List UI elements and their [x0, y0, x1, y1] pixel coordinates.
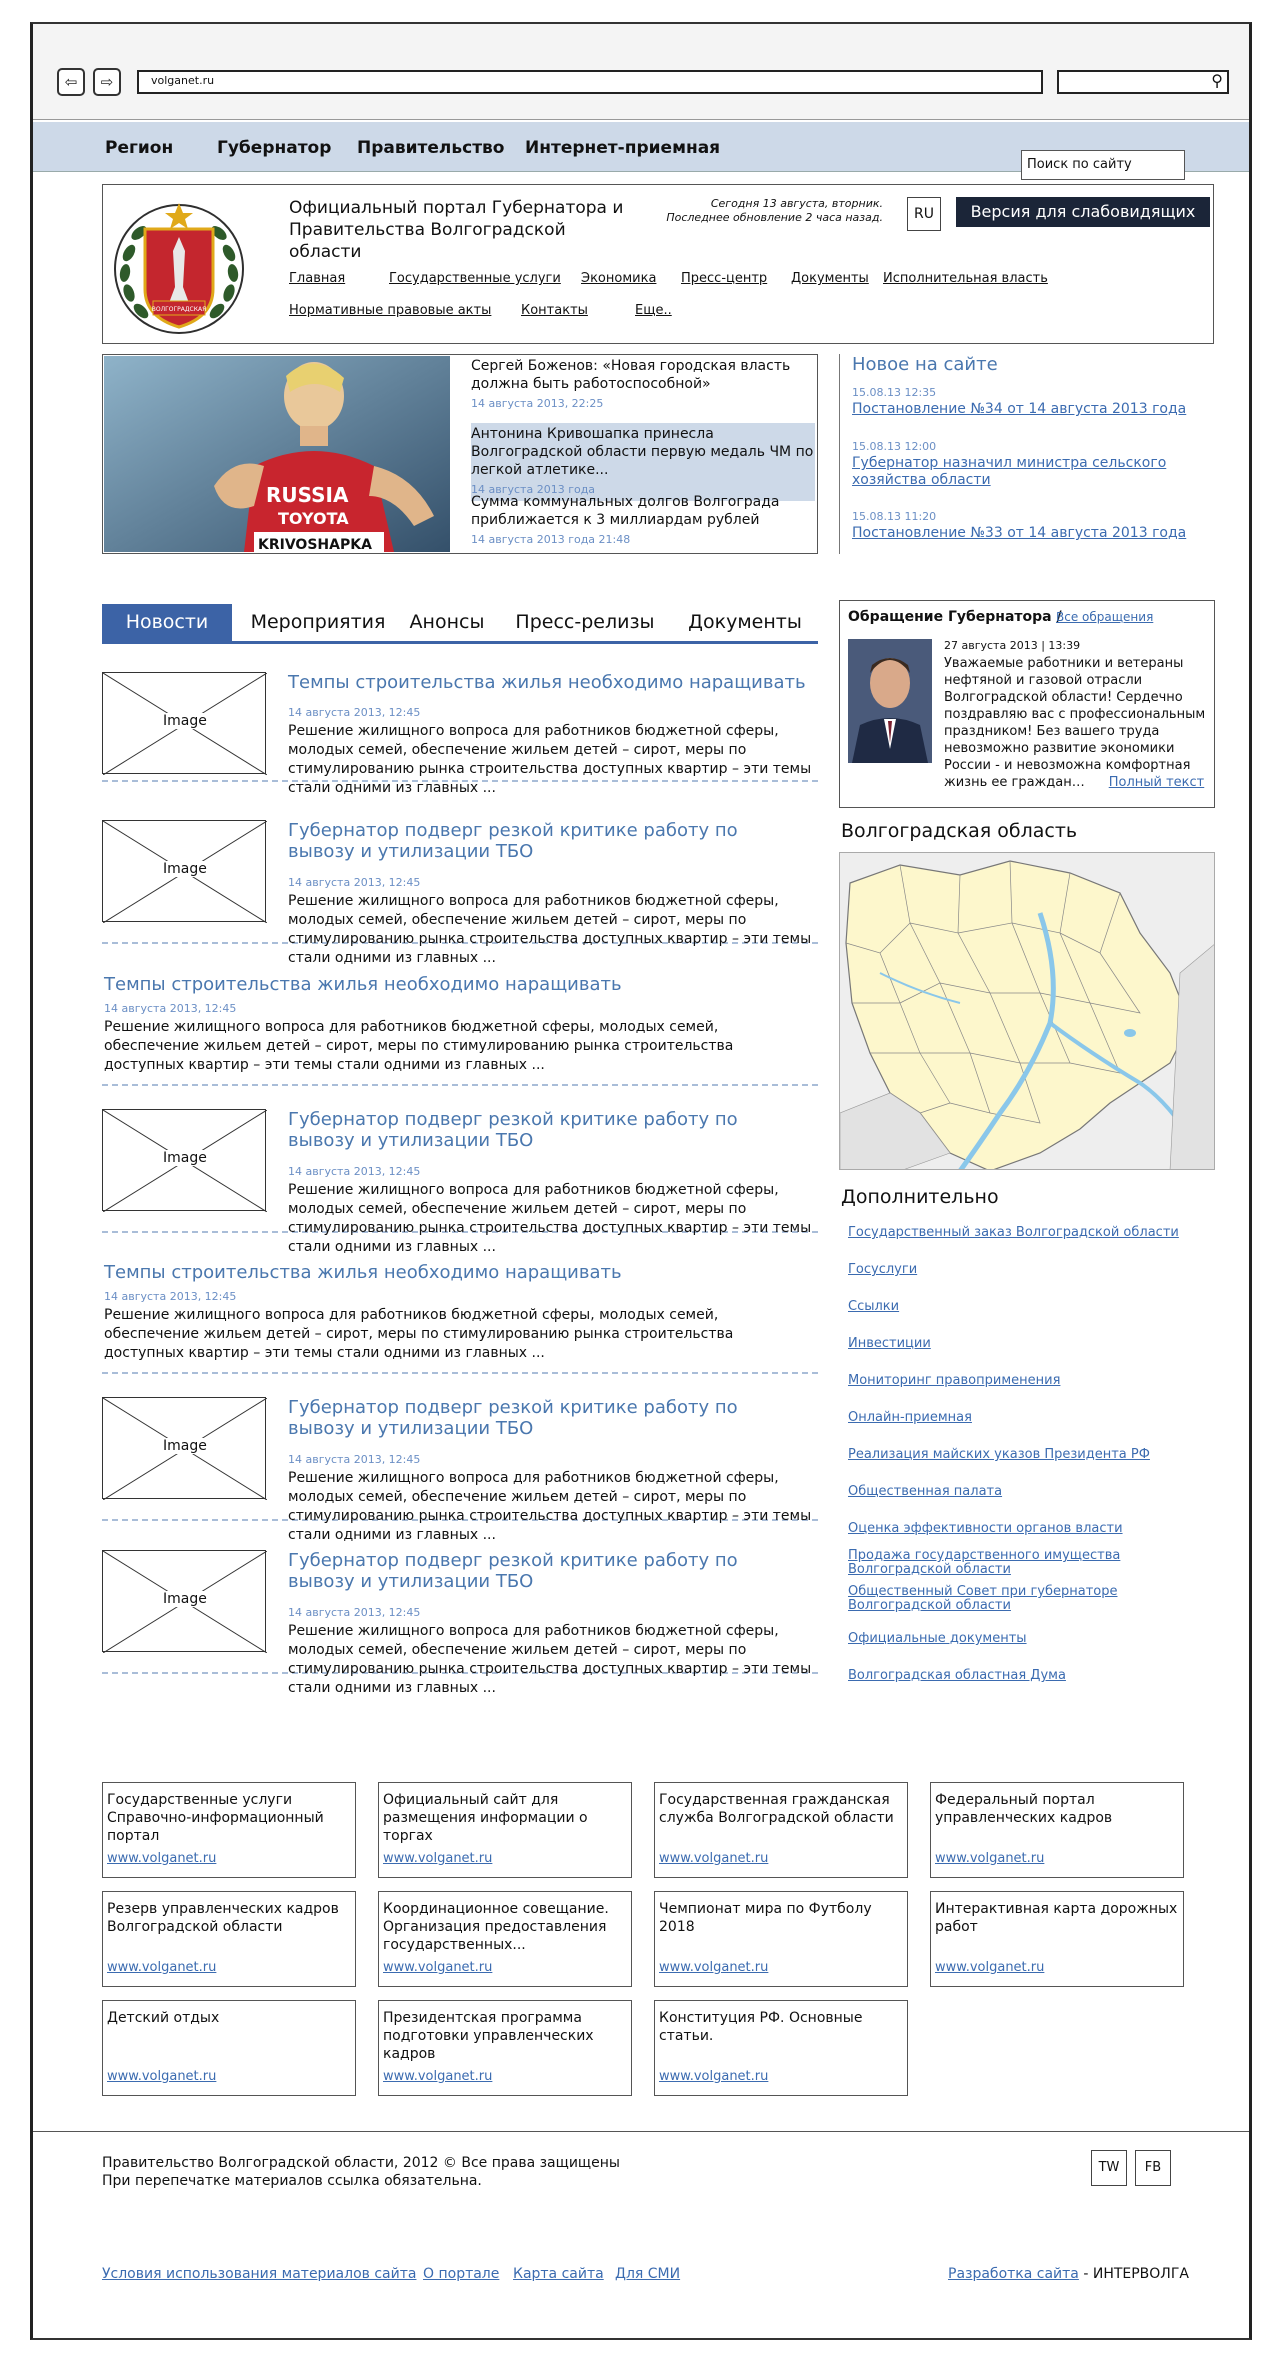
- new-item-link[interactable]: Губернатор назначил министра сельского хозяйства области: [852, 455, 1167, 488]
- link-card[interactable]: [930, 1891, 1184, 1987]
- news-summary: Решение жилищного вопроса для работников бюджетной сферы, молодых семей, обеспечение жильем детей – сирот, меры по стимулированию рынка строительства доступных квартир – эти темы стали одними из главных ...: [104, 1307, 734, 1361]
- card-link[interactable]: www.volganet.ru: [107, 2069, 217, 2084]
- card-title: Чемпионат мира по Футболу 2018: [659, 1901, 872, 1935]
- new-item-date: 15.08.13 11:20: [852, 510, 937, 523]
- extra-link[interactable]: Общественный Совет при губернаторе Волгоградской области: [848, 1584, 1118, 1613]
- extra-link[interactable]: Волгоградская областная Дума: [848, 1668, 1066, 1683]
- dev-company: ИНТЕРВОЛГА: [1092, 2266, 1189, 2282]
- news-summary: Решение жилищного вопроса для работников бюджетной сферы, молодых семей, обеспечение жильем детей – сирот, меры по стимулированию рынка строительства доступных квартир – эти темы стали одними из главных ...: [104, 1019, 734, 1073]
- full-text-link[interactable]: Полный текст: [1108, 775, 1205, 790]
- date-info: [663, 197, 883, 225]
- card-title: Конституция РФ. Основные статьи.: [659, 2010, 863, 2044]
- card-link[interactable]: www.volganet.ru: [383, 1851, 493, 1866]
- news-item[interactable]: [102, 672, 818, 796]
- menu-home[interactable]: Главная: [289, 271, 346, 286]
- link-card[interactable]: [378, 2000, 632, 2096]
- back-button[interactable]: [57, 68, 85, 96]
- featured-item-date: 14 августа 2013 года: [471, 483, 596, 496]
- card-title: Президентская программа подготовки управленческих кадров: [383, 2010, 594, 2062]
- address-bar[interactable]: volganet.ru: [137, 70, 1043, 94]
- forward-button[interactable]: [93, 68, 121, 96]
- card-link[interactable]: www.volganet.ru: [659, 1851, 769, 1866]
- new-item-link[interactable]: Постановление №33 от 14 августа 2013 года: [852, 525, 1187, 541]
- news-title[interactable]: Губернатор подверг резкой критике работу по вывозу и утилизации ТБО: [288, 1550, 738, 1592]
- footer-copyright: [102, 2154, 620, 2190]
- card-title: Резерв управленческих кадров Волгоградской области: [107, 1901, 339, 1935]
- link-card[interactable]: [654, 2000, 908, 2096]
- last-update: Последнее обновление 2 часа назад.: [666, 211, 883, 224]
- appeal-title: Обращение Губернатора /: [848, 609, 1062, 625]
- image-label: Image: [163, 1438, 207, 1454]
- menu-press-center[interactable]: Пресс-центр: [681, 271, 768, 286]
- appeal-body: Уважаемые работники и ветераны нефтяной и газовой отрасли Волгоградской области! Сердечно поздравляю вас с профессиональным праздником! Без вашего труда невозможно развитие экономики России - и невозможна комфортная жизнь ее граждан…: [944, 656, 1206, 790]
- featured-item[interactable]: [471, 493, 815, 549]
- image-placeholder: [102, 1550, 266, 1652]
- new-on-site-title: Новое на сайте: [852, 354, 998, 375]
- new-item-link[interactable]: Постановление №34 от 14 августа 2013 года: [852, 401, 1187, 417]
- card-title: Официальный сайт для размещения информации о торгах: [383, 1792, 588, 1844]
- bib-name: KRIVOSHAPKA: [258, 537, 372, 552]
- news-title[interactable]: Губернатор подверг резкой критике работу по вывозу и утилизации ТБО: [288, 820, 738, 862]
- extra-link[interactable]: Официальные документы: [848, 1631, 1027, 1646]
- extra-link[interactable]: Общественная палата: [848, 1484, 1003, 1499]
- news-date: 14 августа 2013, 12:45: [104, 1290, 237, 1303]
- news-summary: Решение жилищного вопроса для работников бюджетной сферы, молодых семей, обеспечение жильем детей – сирот, меры по стимулированию рынка строительства доступных квартир – эти темы стали одними из главных ...: [288, 1182, 812, 1255]
- governor-photo: [848, 639, 932, 763]
- card-link[interactable]: www.volganet.ru: [107, 1851, 217, 1866]
- featured-news: [102, 354, 818, 554]
- facebook-button[interactable]: FB: [1135, 2150, 1171, 2186]
- extra-link[interactable]: Инвестиции: [848, 1336, 931, 1351]
- link-card[interactable]: [930, 1782, 1184, 1878]
- image-placeholder: [102, 820, 266, 922]
- image-label: Image: [163, 861, 207, 877]
- card-title: Координационное совещание. Организация предоставления государственных...: [383, 1901, 609, 1953]
- card-title: Государственная гражданская служба Волгоградской области: [659, 1792, 894, 1826]
- image-label: Image: [163, 1150, 207, 1166]
- all-appeals-link[interactable]: Все обращения: [1056, 610, 1154, 624]
- card-link[interactable]: www.volganet.ru: [383, 2069, 493, 2084]
- news-item[interactable]: [102, 1550, 818, 1696]
- link-card[interactable]: [378, 1891, 632, 1987]
- tab-documents[interactable]: Документы: [688, 611, 802, 633]
- featured-item-title: Сумма коммунальных долгов Волгограда приближается к 3 миллиардам рублей: [471, 494, 780, 528]
- appeal-date: 27 августа 2013 | 13:39: [944, 639, 1081, 652]
- news-item[interactable]: [102, 820, 818, 966]
- footer-link-media[interactable]: Для СМИ: [615, 2266, 681, 2282]
- governor-appeal: [839, 600, 1215, 808]
- news-item[interactable]: [102, 974, 818, 1086]
- footer-link-about[interactable]: О портале: [423, 2266, 500, 2282]
- news-title[interactable]: Темпы строительства жилья необходимо наращивать: [288, 672, 806, 693]
- news-date: 14 августа 2013, 12:45: [288, 1606, 421, 1619]
- today-date: Сегодня 13 августа, вторник.: [710, 197, 883, 210]
- footer-divider: [33, 2131, 1249, 2132]
- nav-item-governor[interactable]: Губернатор: [217, 138, 332, 158]
- card-link[interactable]: www.volganet.ru: [659, 2069, 769, 2084]
- card-link[interactable]: www.volganet.ru: [383, 1960, 493, 1975]
- language-switch[interactable]: RU: [907, 197, 941, 231]
- menu-executive-power[interactable]: Исполнительная власть: [883, 271, 1048, 286]
- news-title[interactable]: Губернатор подверг резкой критике работу по вывозу и утилизации ТБО: [288, 1397, 738, 1439]
- extra-link[interactable]: Оценка эффективности органов власти: [848, 1521, 1123, 1536]
- card-link[interactable]: www.volganet.ru: [659, 1960, 769, 1975]
- browser-toolbar: [33, 24, 1249, 120]
- new-on-site: [839, 354, 1219, 554]
- extra-link[interactable]: Онлайн-приемная: [848, 1410, 972, 1425]
- menu-economy[interactable]: Экономика: [581, 271, 657, 286]
- card-title: Интерактивная карта дорожных работ: [935, 1901, 1178, 1935]
- featured-item-title: Антонина Кривошапка принесла Волгоградской области первую медаль ЧМ по легкой атлетике...: [471, 426, 814, 478]
- link-card[interactable]: [378, 1782, 632, 1878]
- image-placeholder: [102, 1397, 266, 1499]
- card-title: Детский отдых: [107, 2010, 220, 2026]
- portal-title: Официальный портал Губернатора и Правительства Волгоградской области: [289, 198, 624, 262]
- link-card[interactable]: [654, 1782, 908, 1878]
- region-emblem: [109, 193, 249, 341]
- image-placeholder: [102, 1109, 266, 1211]
- tab-press-releases[interactable]: Пресс-релизы: [515, 611, 655, 633]
- new-on-site-item: [852, 384, 1212, 418]
- back-arrow-icon: ⇦: [64, 73, 78, 91]
- reprint-notice: При перепечатке материалов ссылка обязательна.: [102, 2173, 482, 2189]
- news-date: 14 августа 2013, 12:45: [288, 1453, 421, 1466]
- new-item-date: 15.08.13 12:00: [852, 440, 937, 453]
- copyright-text: Правительство Волгоградской области, 2012 © Все права защищены: [102, 2155, 620, 2171]
- magnifier-icon: ⚲: [1211, 71, 1223, 90]
- news-date: 14 августа 2013, 12:45: [104, 1002, 237, 1015]
- extra-link[interactable]: Государственный заказ Волгоградской области: [848, 1225, 1179, 1240]
- card-link[interactable]: www.volganet.ru: [935, 1851, 1045, 1866]
- image-placeholder: [102, 672, 266, 774]
- menu-documents[interactable]: Документы: [791, 271, 869, 286]
- tab-events[interactable]: Мероприятия: [250, 611, 386, 633]
- extra-link[interactable]: Реализация майских указов Президента РФ: [848, 1447, 1150, 1462]
- featured-item-date: 14 августа 2013 года 21:48: [471, 533, 631, 546]
- region-map-title: Волгоградская область: [841, 820, 1078, 842]
- browser-window: [30, 22, 1252, 2340]
- nav-item-government[interactable]: Правительство: [357, 138, 505, 158]
- site-header: [102, 184, 1214, 344]
- dev-link[interactable]: Разработка сайта: [948, 2266, 1079, 2282]
- card-title: Государственные услуги Справочно-информационный портал: [107, 1792, 324, 1844]
- tab-news[interactable]: Новости: [102, 604, 232, 641]
- link-card[interactable]: [654, 1891, 908, 1987]
- extra-link[interactable]: Госуслуги: [848, 1262, 918, 1277]
- developer-credit: [948, 2266, 1189, 2282]
- svg-text:ВОЛГОГРАДСКАЯ: ВОЛГОГРАДСКАЯ: [151, 306, 207, 313]
- new-on-site-item: [852, 438, 1212, 489]
- bib-russia: RUSSIA: [266, 483, 349, 507]
- extra-link[interactable]: Продажа государственного имущества Волгоградской области: [848, 1548, 1121, 1577]
- bib-toyota: TOYOTA: [278, 509, 349, 528]
- menu-more[interactable]: Еще..: [635, 303, 672, 318]
- link-card[interactable]: [102, 2000, 356, 2096]
- news-summary: Решение жилищного вопроса для работников бюджетной сферы, молодых семей, обеспечение жильем детей – сирот, меры по стимулированию рынка строительства доступных квартир – эти темы стали одними из главных ...: [288, 893, 812, 966]
- news-title[interactable]: Темпы строительства жилья необходимо наращивать: [104, 1262, 622, 1283]
- card-link[interactable]: www.volganet.ru: [935, 1960, 1045, 1975]
- news-tabs: [102, 604, 818, 644]
- dev-separator: -: [1078, 2266, 1093, 2282]
- news-date: 14 августа 2013, 12:45: [288, 706, 421, 719]
- featured-item-title: Сергей Боженов: «Новая городская власть должна быть работоспособной»: [471, 358, 791, 392]
- extra-link[interactable]: Ссылки: [848, 1299, 900, 1314]
- browser-search-input[interactable]: [1057, 70, 1229, 94]
- news-item[interactable]: [102, 1262, 818, 1374]
- new-on-site-item: [852, 508, 1212, 542]
- link-card[interactable]: [102, 1782, 356, 1878]
- news-title[interactable]: Темпы строительства жилья необходимо наращивать: [104, 974, 622, 995]
- news-summary: Решение жилищного вопроса для работников бюджетной сферы, молодых семей, обеспечение жильем детей – сирот, меры по стимулированию рынка строительства доступных квартир – эти темы стали одними из главных ...: [288, 723, 812, 796]
- extra-link[interactable]: Мониторинг правоприменения: [848, 1373, 1061, 1388]
- footer-link-sitemap[interactable]: Карта сайта: [513, 2266, 604, 2282]
- card-title: Федеральный портал управленческих кадров: [935, 1792, 1113, 1826]
- footer-link-terms[interactable]: Условия использования материалов сайта: [102, 2266, 417, 2282]
- news-date: 14 августа 2013, 12:45: [288, 1165, 421, 1178]
- news-summary: Решение жилищного вопроса для работников бюджетной сферы, молодых семей, обеспечение жильем детей – сирот, меры по стимулированию рынка строительства доступных квартир – эти темы стали одними из главных ...: [288, 1623, 812, 1696]
- top-navigation: [33, 122, 1249, 172]
- news-item[interactable]: [102, 1109, 818, 1255]
- site-search-input[interactable]: Поиск по сайту: [1021, 150, 1185, 180]
- featured-photo[interactable]: [104, 356, 450, 552]
- link-card[interactable]: [102, 1891, 356, 1987]
- region-map[interactable]: [839, 852, 1215, 1170]
- menu-gov-services[interactable]: Государственные услуги: [389, 271, 561, 286]
- menu-contacts[interactable]: Контакты: [521, 303, 588, 318]
- menu-legal-acts[interactable]: Нормативные правовые акты: [289, 303, 492, 318]
- news-summary: Решение жилищного вопроса для работников бюджетной сферы, молодых семей, обеспечение жильем детей – сирот, меры по стимулированию рынка строительства доступных квартир – эти темы стали одними из главных ...: [288, 1470, 812, 1543]
- news-date: 14 августа 2013, 12:45: [288, 876, 421, 889]
- image-label: Image: [163, 713, 207, 729]
- nav-item-internet-reception[interactable]: Интернет-приемная: [525, 138, 721, 158]
- news-title[interactable]: Губернатор подверг резкой критике работу по вывозу и утилизации ТБО: [288, 1109, 738, 1151]
- appeal-text: [944, 655, 1208, 791]
- tab-announcements[interactable]: Анонсы: [409, 611, 485, 633]
- extra-links-title: Дополнительно: [841, 1186, 999, 1208]
- news-item[interactable]: [102, 1397, 818, 1543]
- twitter-button[interactable]: TW: [1091, 2150, 1127, 2186]
- forward-arrow-icon: ⇨: [100, 73, 114, 91]
- image-label: Image: [163, 1591, 207, 1607]
- card-link[interactable]: www.volganet.ru: [107, 1960, 217, 1975]
- low-vision-button[interactable]: Версия для слабовидящих: [956, 197, 1210, 227]
- nav-item-region[interactable]: Регион: [105, 138, 174, 158]
- new-item-date: 15.08.13 12:35: [852, 386, 937, 399]
- featured-item-date: 14 августа 2013, 22:25: [471, 397, 604, 410]
- featured-item-active[interactable]: [471, 423, 815, 501]
- featured-item[interactable]: [471, 357, 815, 413]
